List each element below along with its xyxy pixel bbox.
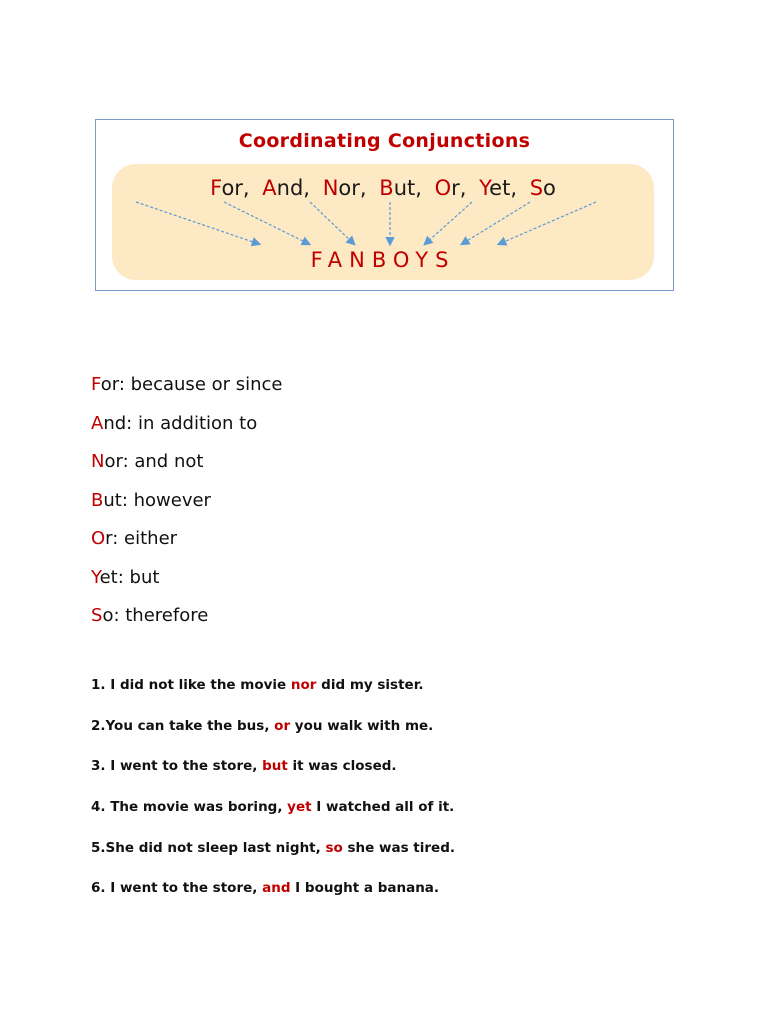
definition-item: But: however	[91, 489, 211, 511]
arrow	[462, 202, 530, 244]
conjunction-word: For,	[210, 176, 250, 200]
example-conjunction: or	[274, 717, 291, 734]
definition-item: So: therefore	[91, 605, 209, 626]
definition-item: For: because or since	[91, 374, 283, 395]
example-conjunction: yet	[287, 799, 312, 816]
conjunction-word: So	[529, 176, 556, 200]
example-conjunction: nor	[290, 677, 317, 693]
example-conjunction: and	[262, 880, 291, 897]
definition-item: Yet: but	[91, 566, 160, 588]
example-sentence: 5.She did not sleep last night, so she was tired.	[91, 839, 455, 856]
example-sentence: 3. I went to the store, but it was closed.	[91, 758, 397, 775]
example-sentence: 1. I did not like the movie nor did my sister.	[91, 677, 424, 693]
example-conjunction: but	[262, 758, 288, 775]
arrow	[310, 202, 354, 244]
conjunctions-panel	[112, 164, 654, 280]
arrow	[136, 202, 259, 244]
example-sentence: 6. I went to the store, and I bought a banana.	[91, 880, 440, 897]
conjunction-word: But,	[379, 176, 422, 200]
definition-item: Or: either	[91, 528, 178, 549]
arrow	[425, 202, 472, 244]
conjunction-word: And,	[262, 176, 310, 200]
example-sentence: 2.You can take the bus, or you walk with me.	[91, 717, 434, 734]
example-conjunction: so	[325, 839, 343, 856]
conjunction-word: Yet,	[479, 176, 518, 200]
definitions-list	[91, 371, 283, 641]
fanboys-acronym: FANBOYS	[310, 248, 456, 272]
arrow	[499, 202, 596, 244]
arrow	[224, 202, 309, 244]
examples-list	[91, 674, 455, 918]
graphic-title: Coordinating Conjunctions	[238, 130, 531, 152]
definition-item: Nor: and not	[91, 451, 204, 472]
conjunction-word: Nor,	[322, 176, 367, 200]
example-sentence: 4. The movie was boring, yet I watched all of it.	[91, 799, 455, 816]
conjunction-word: Or,	[434, 176, 467, 200]
definition-item: And: in addition to	[91, 412, 258, 434]
conjunctions-graphic	[95, 119, 674, 291]
